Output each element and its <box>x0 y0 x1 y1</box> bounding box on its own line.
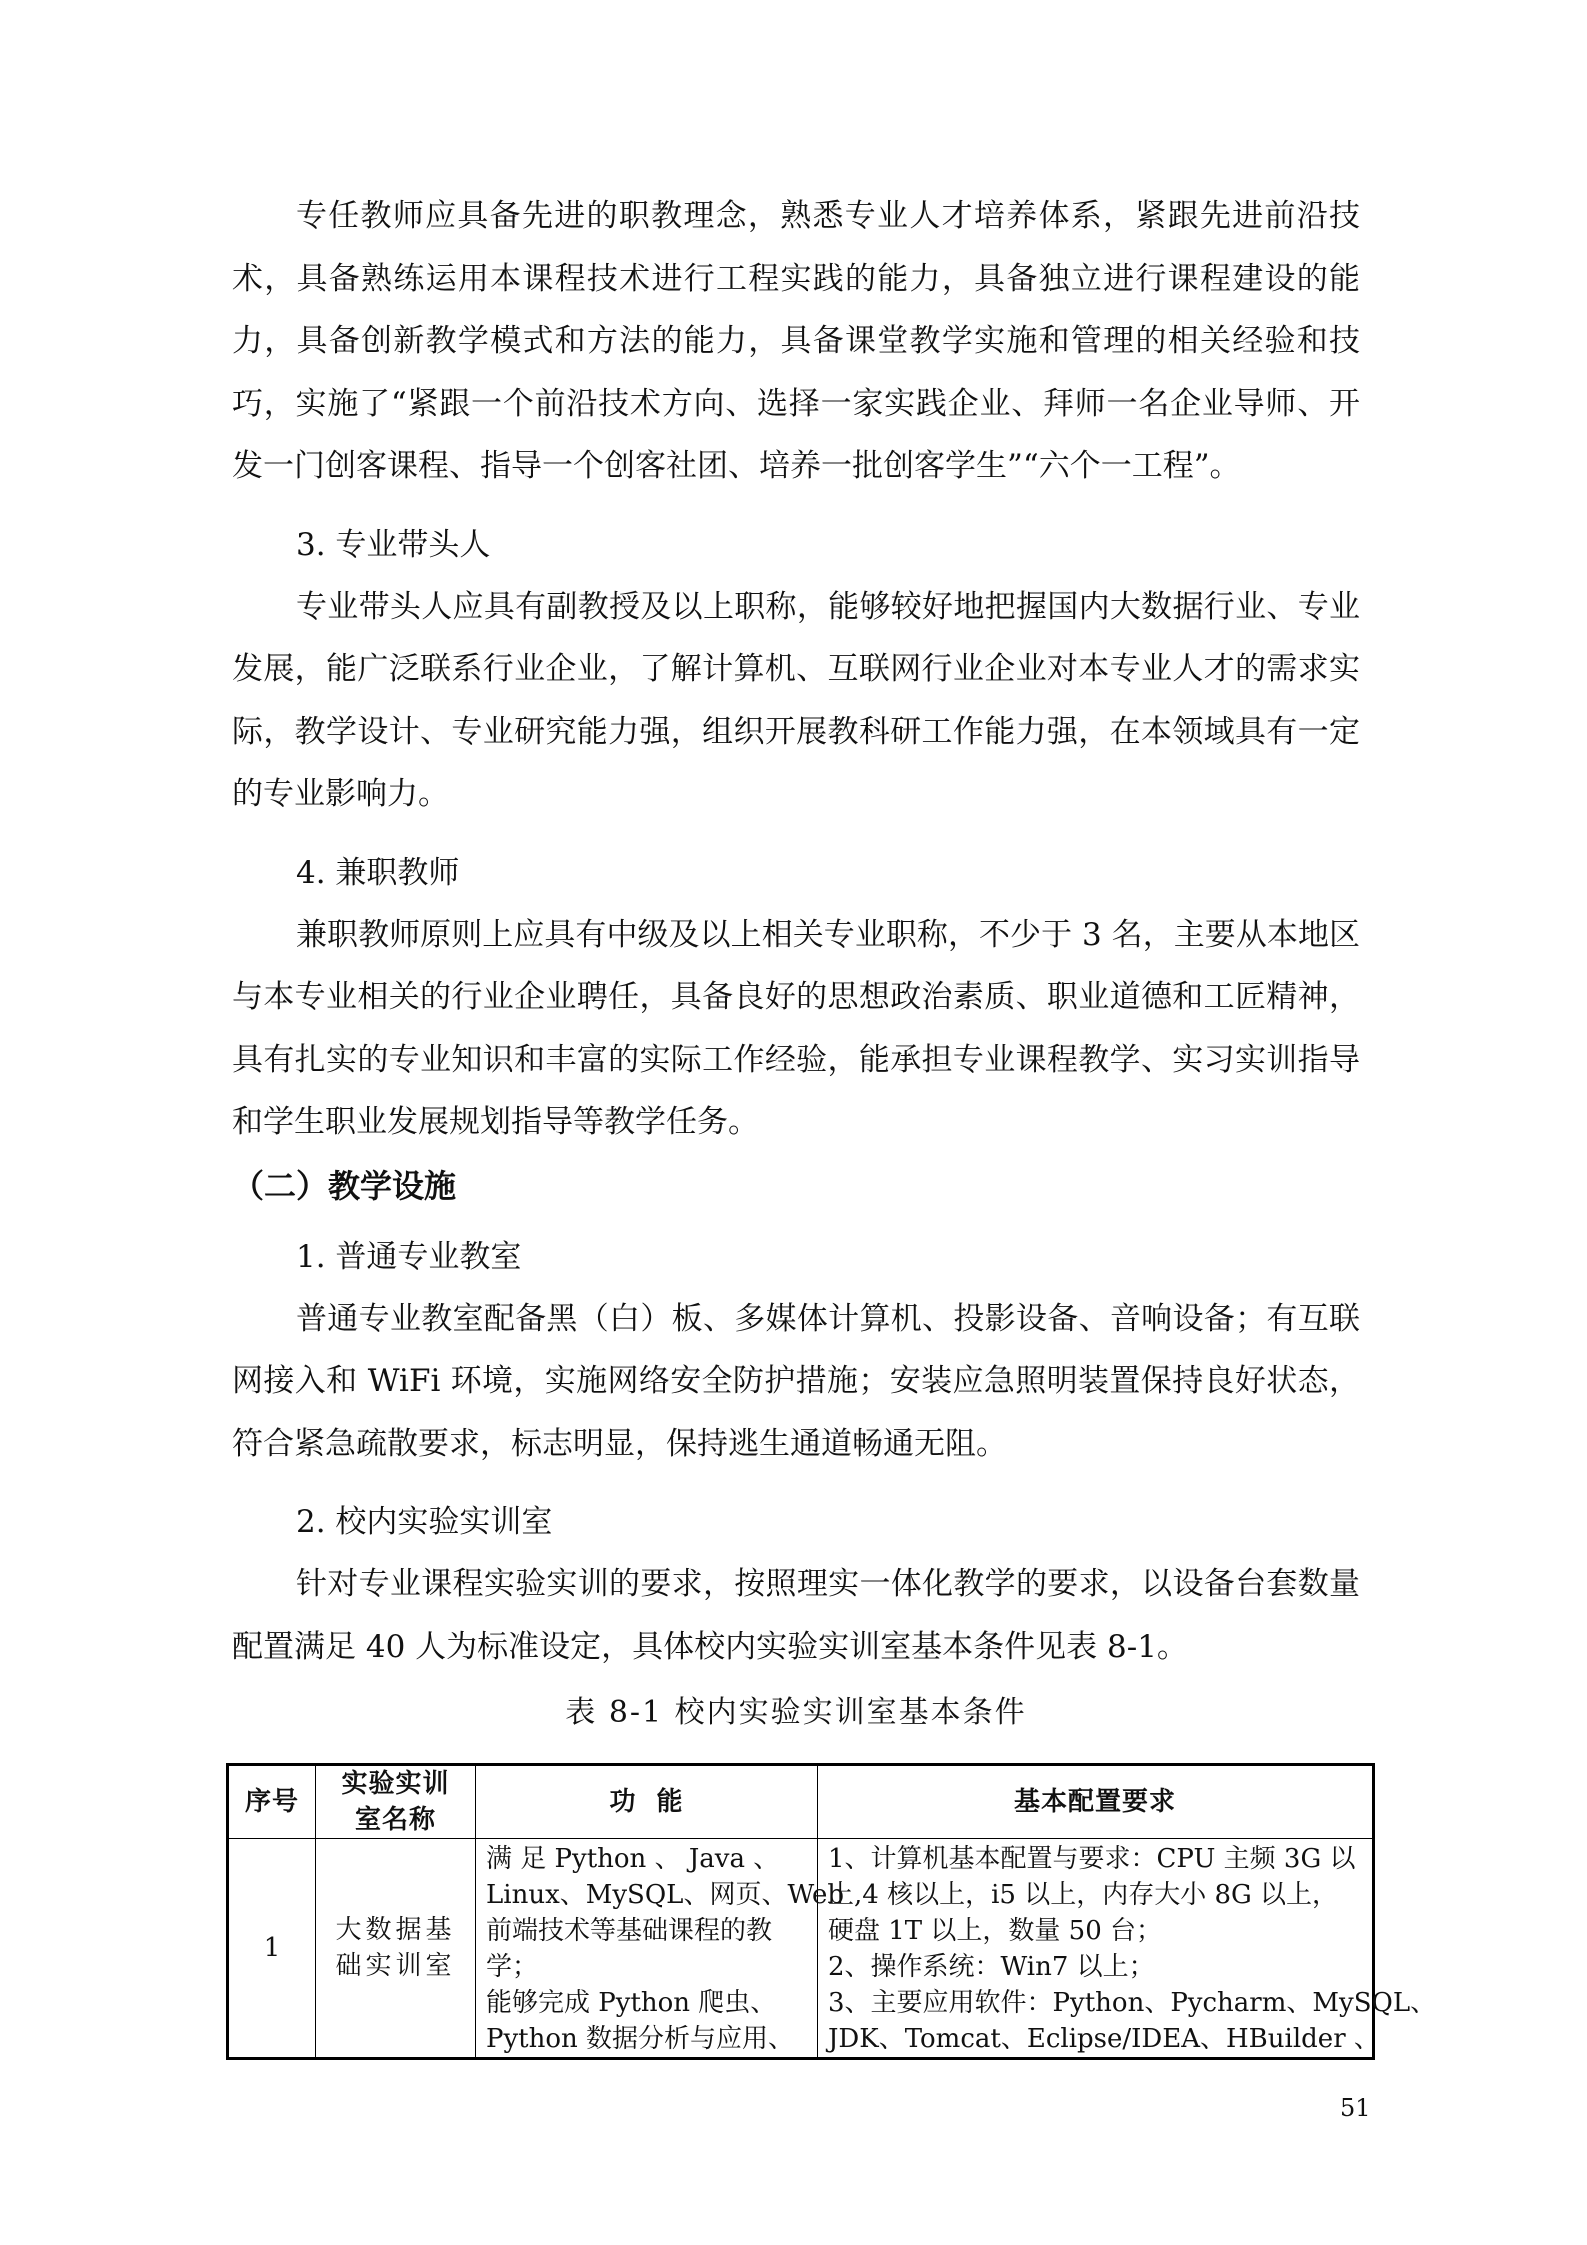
header-lab-name-line1: 实验实训 <box>341 1769 450 1799</box>
config-line: 1、计算机基本配置与要求：CPU 主频 3G 以 <box>828 1844 1356 1874</box>
config-line: JDK、Tomcat、Eclipse/IDEA、HBuilder 、 <box>828 2024 1380 2054</box>
config-line: 2、操作系统：Win7 以上； <box>828 1952 1155 1982</box>
function-line: 学； <box>486 1952 539 1982</box>
table-header-row <box>228 1765 1374 1839</box>
table-caption: 表 8-1 校内实验实训室基本条件 <box>565 1695 1027 1730</box>
config-line: 3、主要应用软件：Python、Pycharm、MySQL、 <box>828 1988 1437 2018</box>
heading-lab: 2. 校内实验实训室 <box>296 1504 553 1540</box>
paragraph-program-leader: 专业带头人应具有副教授及以上职称，能够较好地把握国内大数据行业、专业发展，能广泛联系行业企业，了解计算机、互联网行业企业对本专业人才的需求实际，教学设计、专业研究能力强，组织开展教科研工作能力强，在本领域具有一定的专业影响力。 <box>232 588 1360 812</box>
table-row <box>228 1839 1374 2059</box>
page-number: 51 <box>1340 2094 1371 2122</box>
row-lab-name <box>316 1839 476 2059</box>
heading-classroom: 1. 普通专业教室 <box>296 1238 522 1275</box>
function-line: Python 数据分析与应用、 <box>486 2024 795 2054</box>
function-line: 前端技术等基础课程的教 <box>486 1916 773 1946</box>
header-number: 序号 <box>228 1765 316 1839</box>
row-lab-name-line2: 础实训室 <box>335 1951 456 1981</box>
header-config: 基本配置要求 <box>818 1765 1374 1839</box>
config-line: 上,4 核以上，i5 以上，内存大小 8G 以上， <box>828 1880 1339 1910</box>
paragraph-classroom: 普通专业教室配备黑（白）板、多媒体计算机、投影设备、音响设备；有互联网接入和 WiFi 环境，实施网络安全防护措施；安装应急照明装置保持良好状态，符合紧急疏散要求，标志明显，保持逃生通道畅通无阻。 <box>232 1300 1360 1462</box>
document-body <box>232 185 1360 1744</box>
function-line: 能够完成 Python 爬虫、 <box>486 1988 777 2018</box>
paragraph-full-time-teachers: 专任教师应具备先进的职教理念，熟悉专业人才培养体系，紧跟先进前沿技术，具备熟练运用本课程技术进行工程实践的能力，具备独立进行课程建设的能力，具备创新教学模式和方法的能力，具备课堂教学实施和管理的相关经验和技巧，实施了“紧跟一个前沿技术方向、选择一家实践企业、拜师一名企业导师、开发一门创客课程、指导一个创客社团、培养一批创客学生”“六个一工程”。 <box>232 198 1360 484</box>
row-lab-name-line1: 大数据基 <box>335 1915 456 1945</box>
function-line: Linux、MySQL、网页、Web <box>486 1880 845 1910</box>
function-line: 满 足 Python 、 Java 、 <box>486 1844 780 1874</box>
config-line: 硬盘 1T 以上，数量 50 台； <box>828 1916 1163 1946</box>
heading-part-time-teachers: 4. 兼职教师 <box>296 854 460 891</box>
paragraph-lab: 针对专业课程实验实训的要求，按照理实一体化教学的要求，以设备台套数量配置满足 40 人为标准设定，具体校内实验实训室基本条件见表 8-1。 <box>232 1566 1360 1665</box>
heading-program-leader: 3. 专业带头人 <box>296 526 491 563</box>
row-number: 1 <box>228 1839 316 2059</box>
lab-conditions-table <box>226 1763 1437 2060</box>
header-lab-name <box>316 1765 476 1839</box>
row-config <box>818 1839 1437 2059</box>
section-heading-facilities: （二）教学设施 <box>232 1166 457 1205</box>
header-function: 功 能 <box>476 1765 818 1839</box>
header-lab-name-line2: 室名称 <box>354 1805 436 1835</box>
paragraph-part-time-teachers: 兼职教师原则上应具有中级及以上相关专业职称，不少于 3 名，主要从本地区与本专业相关的行业企业聘任，具备良好的思想政治素质、职业道德和工匠精神，具有扎实的专业知识和丰富的实际工作经验，能承担专业课程教学、实习实训指导和学生职业发展规划指导等教学任务。 <box>232 916 1360 1140</box>
row-function <box>476 1839 845 2059</box>
